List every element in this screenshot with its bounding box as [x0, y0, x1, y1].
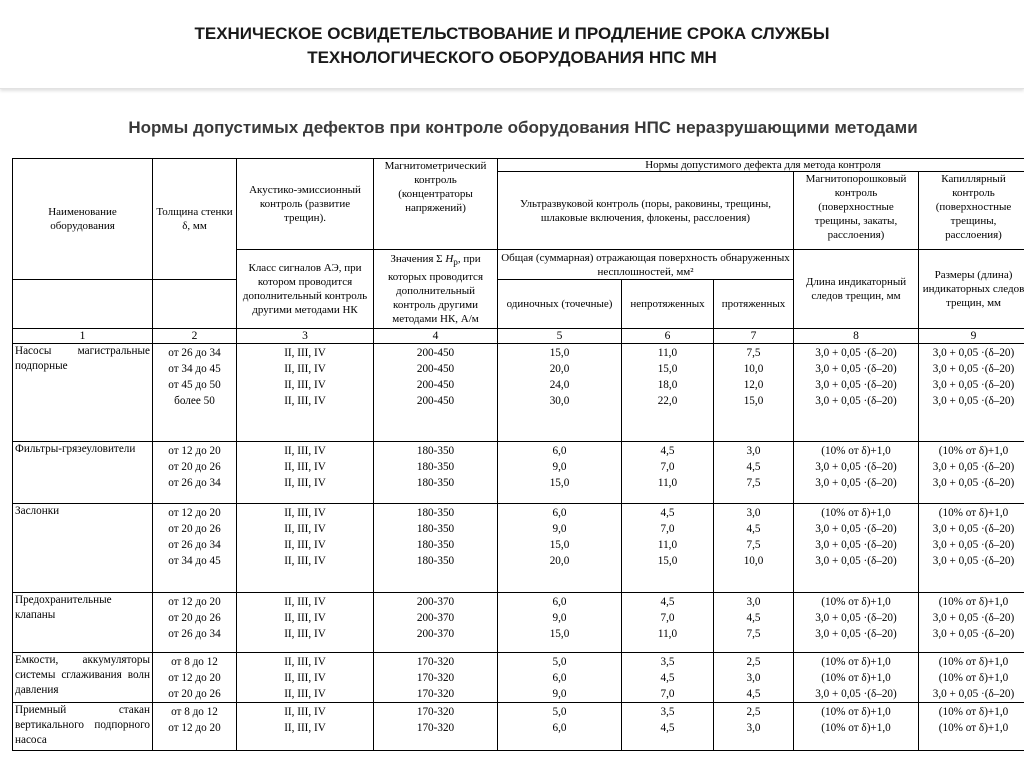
cell-value: 7,0 [660, 461, 675, 473]
header-extended: протяженных [714, 280, 794, 329]
equipment-name-cell: Приемный стакан вертикального подпорного насоса [13, 703, 153, 751]
cell-value: 11,0 [657, 628, 678, 640]
cell-value: (10% от δ)+1,0 [821, 722, 891, 734]
unextended-area-cell [622, 344, 714, 442]
cell-value: от 20 до 26 [168, 523, 221, 535]
cell-value: 20,0 [549, 555, 570, 567]
cell-value: 7,5 [746, 628, 761, 640]
capillary-size-cell [919, 442, 1024, 504]
cell-value: II, III, IV [284, 688, 326, 700]
cell-value: 180-350 [416, 477, 455, 489]
cell-value: 180-350 [416, 461, 455, 473]
header-total-area: Общая (суммарная) отражающая поверхность обнаруженных несплошностей, мм² [498, 250, 794, 280]
cell-value: от 26 до 34 [168, 477, 221, 489]
cell-value: II, III, IV [284, 555, 326, 567]
cell-value: 200-450 [416, 347, 455, 359]
cell-value: II, III, IV [284, 612, 326, 624]
cell-value: 3,0 + 0,05 ·(δ–20) [932, 363, 1015, 375]
column-number: 9 [919, 329, 1024, 344]
capillary-size-cell [919, 344, 1024, 442]
cell-value: 18,0 [657, 379, 678, 391]
cell-value: 10,0 [743, 555, 764, 567]
single-area-cell [498, 504, 622, 593]
thickness-cell [153, 703, 237, 751]
ae-class-cell [237, 653, 374, 703]
cell-value: II, III, IV [284, 363, 326, 375]
column-number: 4 [374, 329, 498, 344]
equipment-name-cell: Предохранительные клапаны [13, 593, 153, 653]
cell-value: II, III, IV [284, 628, 326, 640]
mag-value-cell [374, 442, 498, 504]
cell-value: II, III, IV [284, 507, 326, 519]
cell-value: 3,0 + 0,05 ·(δ–20) [815, 688, 897, 700]
header-ae-method: Акустико-эмиссионный контроль (развитие трещин). [237, 159, 374, 250]
cell-value: 3,0 + 0,05 ·(δ–20) [932, 523, 1015, 535]
cell-value: 24,0 [549, 379, 570, 391]
mag-value-cell [374, 653, 498, 703]
cell-value: 200-370 [416, 612, 455, 624]
header-single: одиночных (точечные) [498, 280, 622, 329]
column-number: 2 [153, 329, 237, 344]
cell-value: II, III, IV [284, 347, 326, 359]
cell-value: 200-370 [416, 628, 455, 640]
cell-value: 5,0 [552, 656, 567, 668]
cell-value: 170-320 [416, 706, 455, 718]
extended-area-cell [714, 504, 794, 593]
cell-value: 180-350 [416, 539, 455, 551]
unextended-area-cell [622, 593, 714, 653]
cell-value: 180-350 [416, 523, 455, 535]
cell-value: II, III, IV [284, 523, 326, 535]
header-mag-method: Магнитометрический контроль (концентраторы напряжений) [374, 159, 498, 250]
cell-value: от 12 до 20 [168, 445, 221, 457]
cell-value: от 12 до 20 [168, 507, 221, 519]
cell-value: от 45 до 50 [168, 379, 221, 391]
cell-value: (10% от δ)+1,0 [821, 672, 891, 684]
magpowder-length-cell [794, 442, 919, 504]
cell-value: II, III, IV [284, 656, 326, 668]
capillary-size-cell [919, 703, 1024, 751]
cell-value: 3,0 [746, 596, 761, 608]
cell-value: 11,0 [657, 477, 678, 489]
column-number: 3 [237, 329, 374, 344]
single-area-cell [498, 653, 622, 703]
table-row [13, 703, 1024, 751]
cell-value: 3,0 + 0,05 ·(δ–20) [932, 379, 1015, 391]
cell-value: II, III, IV [284, 539, 326, 551]
cell-value: 3,0 [746, 672, 761, 684]
cell-value: (10% от δ)+1,0 [821, 596, 891, 608]
cell-value: II, III, IV [284, 445, 326, 457]
cell-value: 5,0 [552, 706, 567, 718]
header-magpowder: Магнитопорошковый контроль (поверхностные трещины, закаты, расслоения) [794, 172, 919, 250]
cell-value: (10% от δ)+1,0 [938, 656, 1009, 668]
magpowder-length-cell [794, 504, 919, 593]
cell-value: от 12 до 20 [168, 722, 221, 734]
cell-value: 200-370 [416, 596, 455, 608]
column-number: 5 [498, 329, 622, 344]
cell-value: от 26 до 34 [168, 347, 221, 359]
cell-value: II, III, IV [284, 672, 326, 684]
cell-value: 4,5 [660, 507, 675, 519]
cell-value: 3,0 + 0,05 ·(δ–20) [815, 461, 897, 473]
header-indicator-size: Размеры (длина) индикаторных следов трещин, мм [919, 250, 1024, 329]
cell-value: 3,0 + 0,05 ·(δ–20) [932, 477, 1015, 489]
magpowder-length-cell [794, 593, 919, 653]
cell-value: 3,0 + 0,05 ·(δ–20) [932, 628, 1015, 640]
thickness-cell [153, 442, 237, 504]
table-row [13, 344, 1024, 442]
cell-value: от 8 до 12 [171, 656, 218, 668]
equipment-name-cell: Насосы магистральные подпорные [13, 344, 153, 442]
cell-value: 3,0 [746, 507, 761, 519]
ae-class-cell [237, 344, 374, 442]
cell-value: 7,5 [746, 477, 761, 489]
table-row [13, 593, 1024, 653]
header-thickness-cont [153, 280, 237, 329]
cell-value: 3,0 + 0,05 ·(δ–20) [815, 539, 897, 551]
cell-value: 7,0 [660, 688, 675, 700]
cell-value: (10% от δ)+1,0 [821, 445, 891, 457]
ae-class-cell [237, 703, 374, 751]
column-number: 6 [622, 329, 714, 344]
table-row [13, 442, 1024, 504]
cell-value: 4,5 [746, 688, 761, 700]
equipment-name-cell: Емкости, аккумуляторы системы сглаживания волн давления [13, 653, 153, 703]
column-number-row [13, 329, 1024, 344]
unextended-area-cell [622, 442, 714, 504]
cell-value: 2,5 [746, 656, 761, 668]
cell-value: 3,0 + 0,05 ·(δ–20) [815, 395, 897, 407]
cell-value: 3,0 + 0,05 ·(δ–20) [815, 379, 897, 391]
cell-value: 6,0 [552, 672, 567, 684]
cell-value: 170-320 [416, 656, 455, 668]
cell-value: 9,0 [552, 612, 567, 624]
cell-value: (10% от δ)+1,0 [821, 507, 891, 519]
cell-value: 7,0 [660, 612, 675, 624]
table-body [13, 344, 1024, 751]
cell-value: 22,0 [657, 395, 678, 407]
mag-value-cell [374, 344, 498, 442]
cell-value: 200-450 [416, 395, 455, 407]
cell-value: 180-350 [416, 555, 455, 567]
extended-area-cell [714, 344, 794, 442]
cell-value: 2,5 [746, 706, 761, 718]
cell-value: 6,0 [552, 507, 567, 519]
cell-value: II, III, IV [284, 379, 326, 391]
cell-value: от 26 до 34 [168, 539, 221, 551]
extended-area-cell [714, 442, 794, 504]
thickness-cell [153, 344, 237, 442]
thickness-cell [153, 593, 237, 653]
column-number: 8 [794, 329, 919, 344]
thickness-cell [153, 653, 237, 703]
single-area-cell [498, 344, 622, 442]
unextended-area-cell [622, 504, 714, 593]
header-name-cont [13, 280, 153, 329]
cell-value: 4,5 [660, 596, 675, 608]
header-norms-group: Нормы допустимого дефекта для метода контроля [498, 159, 1024, 172]
cell-value: 3,0 + 0,05 ·(δ–20) [815, 347, 897, 359]
cell-value: 3,0 [746, 722, 761, 734]
mag-value-cell [374, 504, 498, 593]
cell-value: 3,0 + 0,05 ·(δ–20) [932, 539, 1015, 551]
cell-value: (10% от δ)+1,0 [938, 507, 1009, 519]
cell-value: 6,0 [552, 722, 567, 734]
capillary-size-cell [919, 504, 1024, 593]
unextended-area-cell [622, 653, 714, 703]
single-area-cell [498, 703, 622, 751]
column-number: 7 [714, 329, 794, 344]
header-unextended: непротяженных [622, 280, 714, 329]
cell-value: (10% от δ)+1,0 [938, 445, 1009, 457]
capillary-size-cell [919, 593, 1024, 653]
cell-value: (10% от δ)+1,0 [938, 596, 1009, 608]
page-title [0, 22, 1024, 70]
title-band [0, 0, 1024, 89]
equipment-name-cell: Заслонки [13, 504, 153, 593]
cell-value: 4,5 [746, 461, 761, 473]
cell-value: 3,0 + 0,05 ·(δ–20) [932, 461, 1015, 473]
cell-value: 3,0 + 0,05 ·(δ–20) [815, 555, 897, 567]
cell-value: 3,0 + 0,05 ·(δ–20) [815, 628, 897, 640]
cell-value: (10% от δ)+1,0 [938, 706, 1009, 718]
cell-value: 3,0 + 0,05 ·(δ–20) [932, 612, 1015, 624]
extended-area-cell [714, 703, 794, 751]
mag-value-cell [374, 703, 498, 751]
ae-class-cell [237, 593, 374, 653]
cell-value: 11,0 [657, 539, 678, 551]
cell-value: 3,0 + 0,05 ·(δ–20) [815, 523, 897, 535]
header-indicator-length: Длина индикаторный следов трещин, мм [794, 250, 919, 329]
cell-value: 15,0 [657, 363, 678, 375]
cell-value: от 34 до 45 [168, 363, 221, 375]
cell-value: 15,0 [549, 539, 570, 551]
cell-value: 7,5 [746, 347, 761, 359]
cell-value: 7,5 [746, 539, 761, 551]
cell-value: 4,5 [660, 445, 675, 457]
cell-value: (10% от δ)+1,0 [938, 722, 1009, 734]
cell-value: от 20 до 26 [168, 461, 221, 473]
cell-value: 3,0 + 0,05 ·(δ–20) [932, 395, 1015, 407]
cell-value: 4,5 [746, 612, 761, 624]
cell-value: от 20 до 26 [168, 688, 221, 700]
cell-value: 6,0 [552, 596, 567, 608]
cell-value: II, III, IV [284, 395, 326, 407]
header-ae-param: Класс сигналов АЭ, при котором проводится дополнительный контроль другими методами НК [237, 250, 374, 329]
ae-class-cell [237, 442, 374, 504]
mag-value-cell [374, 593, 498, 653]
cell-value: 12,0 [743, 379, 764, 391]
header-capillary: Капиллярный контроль (поверхностные трещины, расслоения) [919, 172, 1024, 250]
cell-value: 3,0 + 0,05 ·(δ–20) [815, 612, 897, 624]
column-number: 1 [13, 329, 153, 344]
cell-value: от 34 до 45 [168, 555, 221, 567]
extended-area-cell [714, 653, 794, 703]
cell-value: 9,0 [552, 523, 567, 535]
cell-value: (10% от δ)+1,0 [938, 672, 1009, 684]
thickness-cell [153, 504, 237, 593]
cell-value: от 26 до 34 [168, 628, 221, 640]
cell-value: 170-320 [416, 688, 455, 700]
cell-value: более 50 [174, 395, 215, 407]
table-caption: Нормы допустимых дефектов при контроле оборудования НПС неразрушающими методами [128, 118, 918, 137]
magpowder-length-cell [794, 653, 919, 703]
cell-value: 4,5 [660, 672, 675, 684]
cell-value: 3,5 [660, 656, 675, 668]
capillary-size-cell [919, 653, 1024, 703]
cell-value: от 20 до 26 [168, 612, 221, 624]
magpowder-length-cell [794, 344, 919, 442]
cell-value: 7,0 [660, 523, 675, 535]
cell-value: 20,0 [549, 363, 570, 375]
ae-class-cell [237, 504, 374, 593]
cell-value: 15,0 [549, 347, 570, 359]
cell-value: 6,0 [552, 445, 567, 457]
unextended-area-cell [622, 703, 714, 751]
cell-value: 11,0 [657, 347, 678, 359]
magpowder-length-cell [794, 703, 919, 751]
cell-value: (10% от δ)+1,0 [821, 656, 891, 668]
defect-norms-table [12, 158, 1024, 751]
cell-value: 15,0 [743, 395, 764, 407]
cell-value: 3,5 [660, 706, 675, 718]
cell-value: 180-350 [416, 445, 455, 457]
cell-value: 3,0 [746, 445, 761, 457]
table-row [13, 504, 1024, 593]
cell-value: (10% от δ)+1,0 [821, 706, 891, 718]
header-mag-param: Значения Σ $H_р$, при которых проводится дополнительный контроль другими методами НК, А/м [374, 250, 498, 329]
cell-value: II, III, IV [284, 461, 326, 473]
table-row [13, 653, 1024, 703]
cell-value: 3,0 + 0,05 ·(δ–20) [932, 555, 1015, 567]
cell-value: 200-450 [416, 363, 455, 375]
cell-value: 4,5 [660, 722, 675, 734]
cell-value: от 12 до 20 [168, 672, 221, 684]
cell-value: 10,0 [743, 363, 764, 375]
cell-value: 3,0 + 0,05 ·(δ–20) [932, 347, 1015, 359]
cell-value: 200-450 [416, 379, 455, 391]
cell-value: 170-320 [416, 722, 455, 734]
cell-value: 170-320 [416, 672, 455, 684]
header-name: Наименование оборудования [13, 159, 153, 280]
cell-value: 15,0 [549, 628, 570, 640]
cell-value: II, III, IV [284, 722, 326, 734]
cell-value: 9,0 [552, 688, 567, 700]
cell-value: 15,0 [657, 555, 678, 567]
cell-value: от 8 до 12 [171, 706, 218, 718]
cell-value: 9,0 [552, 461, 567, 473]
single-area-cell [498, 442, 622, 504]
header-thickness: Толщина стенки δ, мм [153, 159, 237, 280]
single-area-cell [498, 593, 622, 653]
title-line-1: ТЕХНИЧЕСКОЕ ОСВИДЕТЕЛЬСТВОВАНИЕ И ПРОДЛЕНИЕ СРОКА СЛУЖБЫ [194, 24, 830, 43]
header-ultrasonic: Ультразвуковой контроль (поры, раковины, трещины, шлаковые включения, флокены, расслоения) [498, 172, 794, 250]
cell-value: II, III, IV [284, 477, 326, 489]
cell-value: II, III, IV [284, 596, 326, 608]
extended-area-cell [714, 593, 794, 653]
cell-value: 3,0 + 0,05 ·(δ–20) [815, 363, 897, 375]
cell-value: от 12 до 20 [168, 596, 221, 608]
equipment-name-cell: Фильтры-грязеуловители [13, 442, 153, 504]
title-line-2: ТЕХНОЛОГИЧЕСКОГО ОБОРУДОВАНИЯ НПС МН [307, 48, 717, 67]
cell-value: 15,0 [549, 477, 570, 489]
cell-value: 3,0 + 0,05 ·(δ–20) [815, 477, 897, 489]
cell-value: 3,0 + 0,05 ·(δ–20) [932, 688, 1015, 700]
cell-value: 4,5 [746, 523, 761, 535]
cell-value: II, III, IV [284, 706, 326, 718]
cell-value: 30,0 [549, 395, 570, 407]
cell-value: 180-350 [416, 507, 455, 519]
